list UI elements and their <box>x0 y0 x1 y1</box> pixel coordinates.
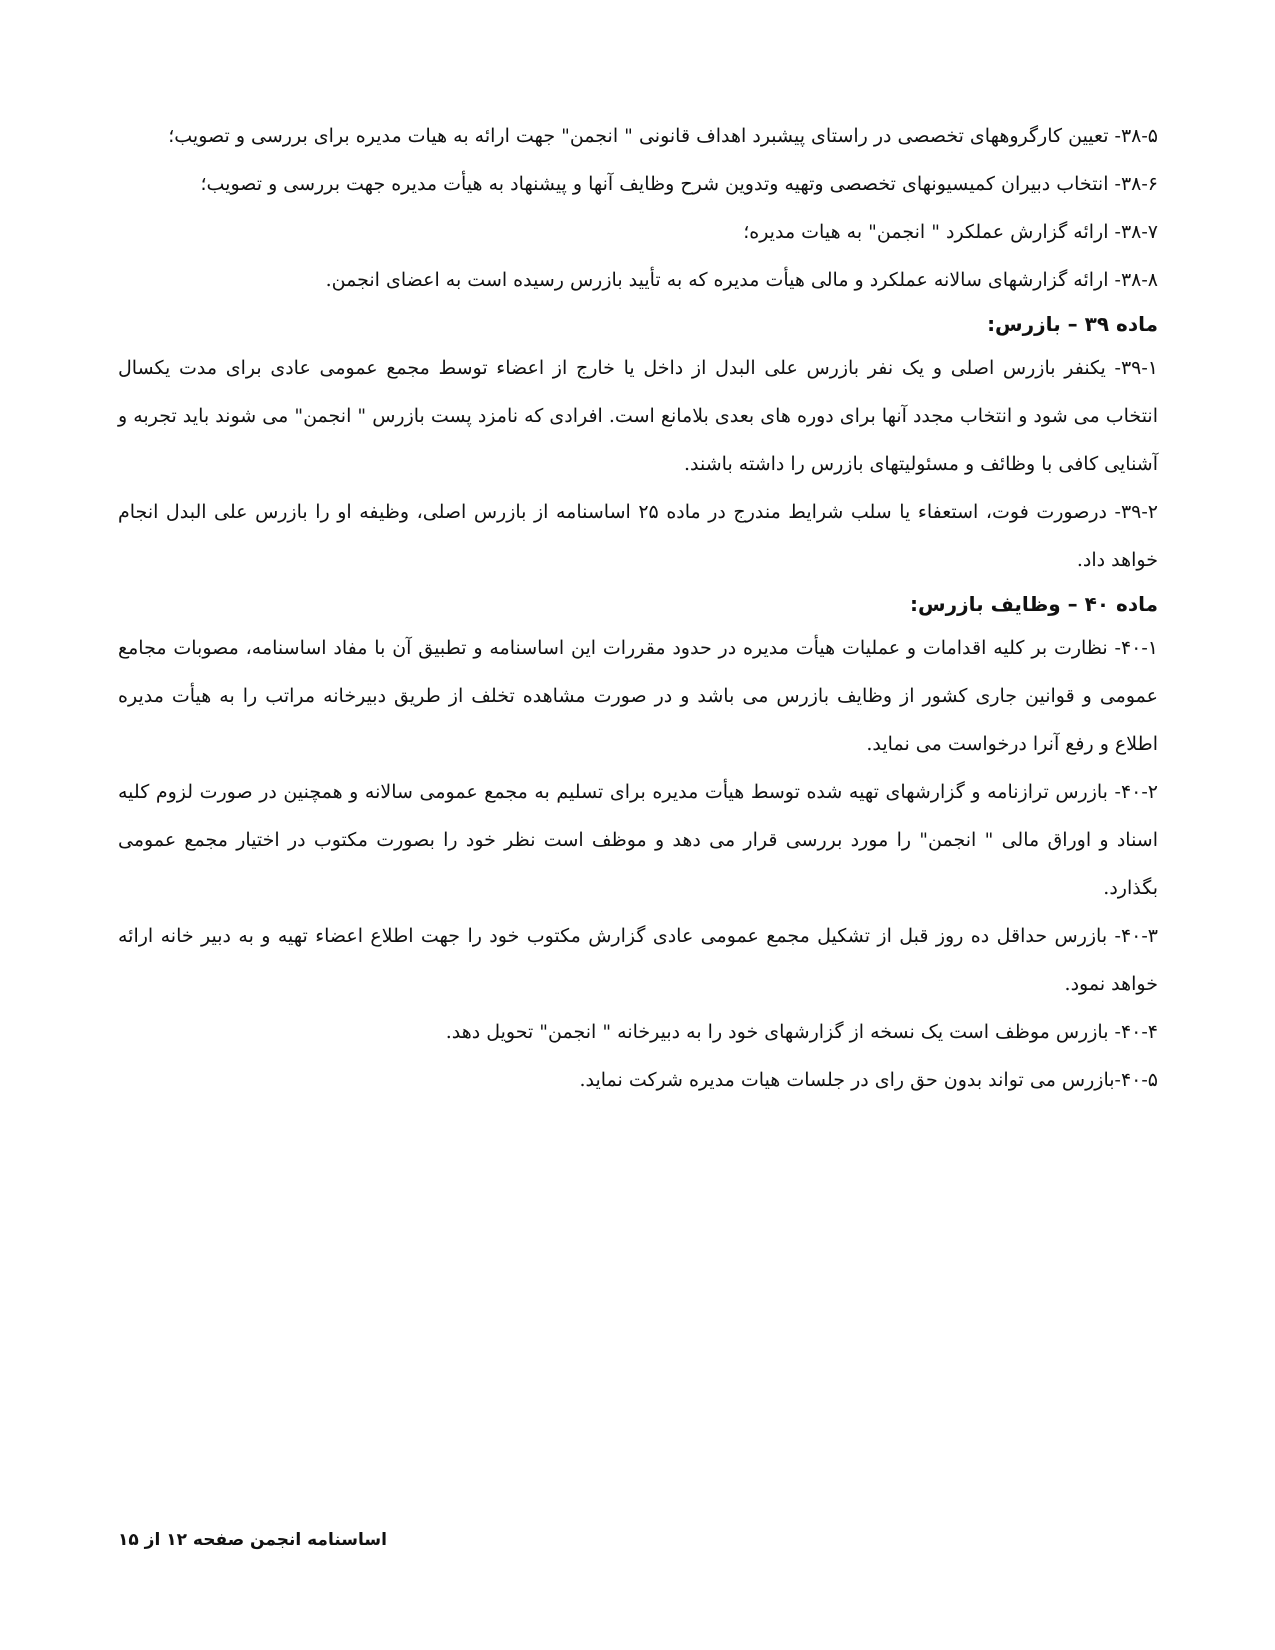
clause-38-6: ۳۸-۶- انتخاب دبیران کمیسیونهای تخصصی وتهیه وتدوین شرح وظایف آنها و پیشنهاد به هیأت مدیره جهت بررسی و تصویب؛ <box>200 173 1158 195</box>
article-39-heading: ماده ۳۹ – بازرس: <box>987 312 1158 336</box>
clause-40-2: ۴۰-۲- بازرس ترازنامه و گزارشهای تهیه شده توسط هیأت مدیره برای تسلیم به مجمع عمومی سالانه و همچنین در صورت لزوم کلیه اسناد و اوراق مالی " انجمن" را مورد بررسی قرار می دهد و موظف است نظر خود را بصورت مکتوب در اختیار مجمع عمومی بگذارد. <box>118 781 1158 899</box>
clause-38-5: ۳۸-۵- تعیین کارگروههای تخصصی در راستای پیشبرد اهداف قانونی " انجمن" جهت ارائه به هیات مدیره برای بررسی و تصویب؛ <box>168 125 1158 147</box>
clause-38-7: ۳۸-۷- ارائه گزارش عملکرد " انجمن" به هیات مدیره؛ <box>743 221 1158 243</box>
clause-40-5: ۴۰-۵-بازرس می تواند بدون حق رای در جلسات هیات مدیره شرکت نماید. <box>579 1069 1158 1091</box>
article-40-heading: ماده ۴۰ – وظایف بازرس: <box>910 592 1158 616</box>
page-footer: اساسنامه انجمن صفحه ۱۲ از ۱۵ <box>118 1530 387 1550</box>
clause-38-8: ۳۸-۸- ارائه گزارشهای سالانه عملکرد و مالی هیأت مدیره که به تأیید بازرس رسیده است به اعضای انجمن. <box>325 269 1158 291</box>
clause-40-3: ۴۰-۳- بازرس حداقل ده روز قبل از تشکیل مجمع عمومی عادی گزارش مکتوب خود را جهت اطلاع اعضاء تهیه و به دبیر خانه ارائه خواهد نمود. <box>118 925 1158 995</box>
clause-40-4: ۴۰-۴- بازرس موظف است یک نسخه از گزارشهای خود را به دبیرخانه " انجمن" تحویل دهد. <box>445 1021 1158 1043</box>
document-body <box>118 112 1158 1104</box>
clause-39-2: ۳۹-۲- درصورت فوت، استعفاء یا سلب شرایط مندرج در ماده ۲۵ اساسنامه از بازرس اصلی، وظیفه او را بازرس علی البدل انجام خواهد داد. <box>118 501 1158 571</box>
clause-39-1: ۳۹-۱- یکنفر بازرس اصلی و یک نفر بازرس علی البدل از داخل یا خارج از اعضاء توسط مجمع عمومی عادی برای مدت یکسال انتخاب می شود و انتخاب مجدد آنها برای دوره های بعدی بلامانع است. افرادی که نامزد پست بازرس " انجمن" می شوند باید تجربه و آشنایی کافی با وظائف و مسئولیتهای بازرس را داشته باشند. <box>118 357 1158 475</box>
clause-40-1: ۴۰-۱- نظارت بر کلیه اقدامات و عملیات هیأت مدیره در حدود مقررات این اساسنامه و تطبیق آن با مفاد اساسنامه، مصوبات مجامع عمومی و قوانین جاری کشور از وظایف بازرس می باشد و در صورت مشاهده تخلف از طریق دبیرخانه مراتب را به هیأت مدیره اطلاع و رفع آنرا درخواست می نماید. <box>118 637 1158 755</box>
